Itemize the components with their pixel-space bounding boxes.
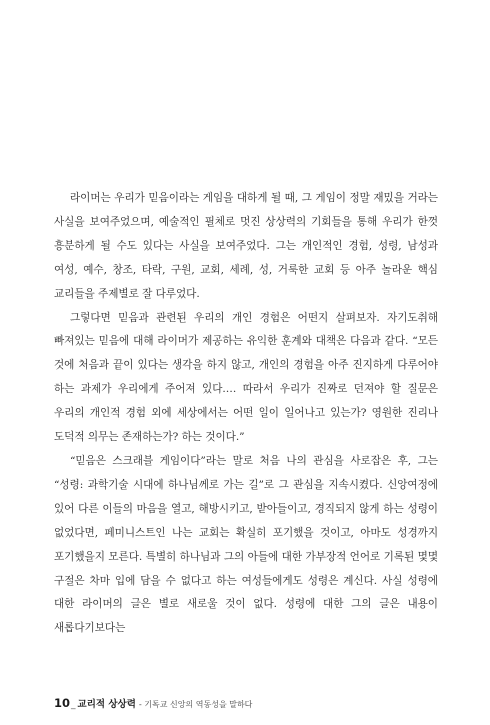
body-text bbox=[54, 187, 438, 641]
page-footer bbox=[54, 696, 252, 710]
paragraph-2: 그렇다면 믿음과 관련된 우리의 개인 경험은 어떤지 살펴보자. 자기도취해 빠져있는 믿음에 대해 라이머가 제공하는 유익한 훈계와 대책은 다음과 같다. “모든 것에 처음과 끝이 있다는 생각을 하지 않고, 개인의 경험을 아주 진지하게 다루어야 하는 과제가 우리에게 주어져 있다.… 따라서 우리가 진짜로 던져야 할 질문은 우리의 개인적 경험 외에 세상에서는 어떤 일이 일어나고 있는가? 영원한 진리나 도덕적 의무는 존재하는가? 하는 것이다.” bbox=[54, 311, 438, 444]
paragraph-1: 라이머는 우리가 믿음이라는 게임을 대하게 될 때, 그 게임이 정말 재밌을 거라는 사실을 보여주었으며, 예술적인 필체로 멋진 상상력의 기회들을 통해 우리가 한껏 흥분하게 될 수도 있다는 사실을 보여주었다. 그는 개인적인 경험, 성령, 남성과 여성, 예수, 창조, 타락, 구원, 교회, 세례, 성, 거룩한 교회 등 아주 놀라운 핵심 교리들을 주제별로 잘 다루었다. bbox=[54, 192, 438, 300]
footer-separator: _ bbox=[71, 700, 76, 710]
book-title: 교리적 상상력 bbox=[77, 699, 136, 710]
paragraph-3: “믿음은 스크래블 게임이다”라는 말로 처음 나의 관심을 사로잡은 후, 그는 “성령: 과학기술 시대에 하나님께로 가는 길”로 그 관심을 지속시켰다. 신앙여정에 있어 다른 이들의 마음을 열고, 해방시키고, 받아들이고, 경직되지 않게 하는 성령이 없었다면, 페미니스트인 나는 교회는 확실히 포기했을 것이고, 아마도 성경까지 포기했을지 모른다. 특별히 하나님과 그의 아들에 대한 가부장적 언어로 기록된 몇몇 구절은 차마 입에 담을 수 없다고 하는 여성들에게도 성령은 계신다. 사실 성령에 대한 라이머의 글은 별로 새로울 것이 없다. 성령에 대한 그의 글은 내용이 새롭다기보다는 bbox=[54, 454, 438, 635]
page-number: 10 bbox=[54, 696, 71, 710]
book-subtitle: - 기독교 신앙의 역동성을 말하다 bbox=[138, 700, 253, 709]
